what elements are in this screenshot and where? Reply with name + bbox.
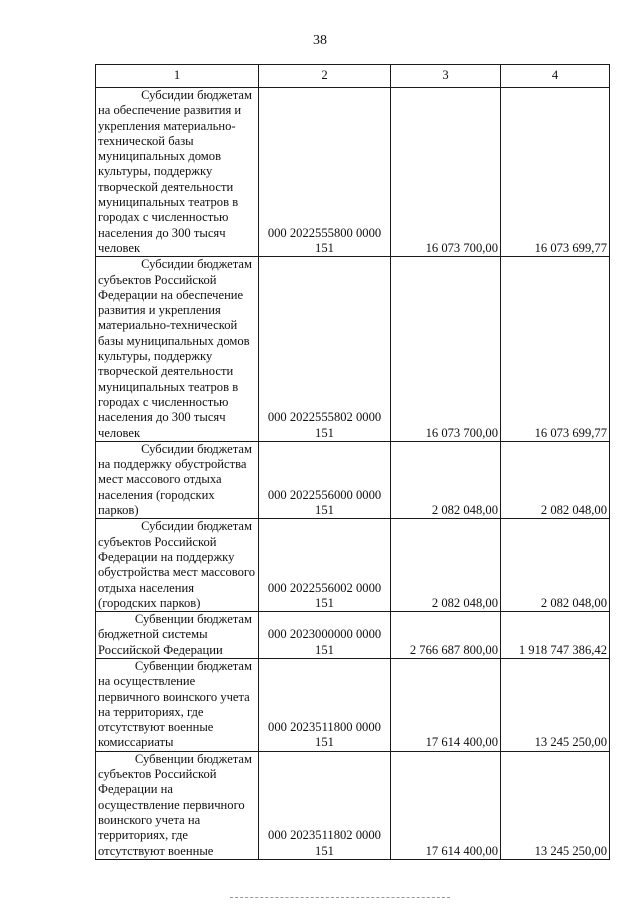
budget-revenue-table	[95, 64, 610, 860]
revenue-name-line: человек	[98, 240, 141, 255]
revenue-name-line: субъектов Российской	[98, 534, 217, 549]
revenue-name-line: первичного воинского учета	[98, 689, 250, 704]
budget-code-line2: 151	[315, 595, 334, 610]
revenue-name-line: Субвенции бюджетам	[134, 658, 252, 673]
budget-code-line1: 000 2023511802 0000	[268, 828, 381, 843]
revenue-name-line: муниципальных театров в	[98, 195, 239, 210]
revenue-name-line: муниципальных театров в	[98, 379, 239, 394]
budget-code-cell	[259, 88, 391, 257]
budget-code-cell	[259, 257, 391, 442]
revenue-name-line: отсутствуют военные	[98, 720, 214, 735]
budget-code-cell	[259, 519, 391, 612]
revenue-name-line: населения до 300 тысяч	[98, 410, 226, 425]
budget-code-line2: 151	[315, 503, 334, 518]
column-header-4: 4	[501, 65, 610, 88]
revenue-name-line: (городских парков)	[98, 595, 201, 610]
budget-code-line2: 151	[315, 843, 334, 858]
revenue-name-line: отсутствуют военные	[98, 843, 214, 858]
budget-code-line2: 151	[315, 735, 334, 750]
revenue-name-line: Субсидии бюджетам	[141, 441, 252, 456]
revenue-name-line: творческой деятельности	[98, 364, 234, 379]
revenue-name-cell	[96, 88, 259, 257]
revenue-name-cell	[96, 519, 259, 612]
column-header-1: 1	[96, 65, 259, 88]
actual-amount-cell: 13 245 250,00	[501, 751, 610, 859]
budget-code-line1: 000 2022555800 0000	[267, 225, 382, 240]
revenue-name-line: субъектов Российской	[98, 272, 217, 287]
revenue-name-line: населения (городских	[98, 487, 215, 502]
table-header-row	[96, 65, 610, 88]
revenue-name-line: на осуществление	[98, 674, 196, 689]
budget-code-cell	[259, 612, 391, 659]
revenue-name-line: на поддержку обустройства	[98, 457, 247, 472]
planned-amount-cell: 2 082 048,00	[391, 441, 501, 518]
revenue-name-cell	[96, 441, 259, 518]
revenue-name-line: творческой деятельности	[98, 179, 234, 194]
planned-amount-cell: 17 614 400,00	[391, 751, 501, 859]
column-header-2: 2	[259, 65, 391, 88]
budget-code-line2: 151	[315, 240, 334, 255]
revenue-name-line: укрепления материально-	[98, 118, 236, 133]
actual-amount-cell: 13 245 250,00	[501, 658, 610, 751]
actual-amount-cell: 2 082 048,00	[501, 441, 610, 518]
actual-amount-cell: 16 073 699,77	[501, 257, 610, 442]
revenue-name-line: развития и укрепления	[98, 303, 221, 318]
table-row	[96, 257, 610, 442]
revenue-name-line: Федерации на обеспечение	[98, 287, 244, 302]
table-row	[96, 519, 610, 612]
revenue-name-line: мест массового отдыха	[98, 472, 222, 487]
revenue-name-line: Субсидии бюджетам	[141, 519, 252, 534]
revenue-name-line: на территориях, где	[98, 704, 204, 719]
revenue-name-line: на обеспечение развития и	[98, 103, 242, 118]
revenue-name-line: Субвенции бюджетам	[134, 612, 252, 627]
revenue-name-line: Субвенции бюджетам	[134, 751, 252, 766]
table-row	[96, 612, 610, 659]
revenue-name-line: материально-технической	[98, 318, 238, 333]
table-row	[96, 751, 610, 859]
budget-code-line2: 151	[315, 425, 334, 440]
planned-amount-cell: 16 073 700,00	[391, 88, 501, 257]
budget-code-line1: 000 2023000000 0000	[267, 627, 382, 642]
revenue-name-line: субъектов Российской	[98, 767, 217, 782]
budget-code-line1: 000 2022556000 0000	[267, 487, 382, 502]
scan-artifact	[230, 897, 450, 900]
revenue-name-line: осуществление первичного	[98, 797, 245, 812]
page-number: 38	[313, 33, 327, 48]
revenue-name-line: отдыха населения	[98, 580, 195, 595]
revenue-name-line: муниципальных домов	[98, 149, 222, 164]
budget-code-cell	[259, 658, 391, 751]
revenue-name-line: Субсидии бюджетам	[141, 88, 252, 102]
budget-code-cell	[259, 751, 391, 859]
revenue-name-line: Российской Федерации	[98, 642, 223, 657]
revenue-name-cell	[96, 751, 259, 859]
revenue-name-line: Федерации на поддержку	[98, 549, 235, 564]
planned-amount-cell: 2 766 687 800,00	[391, 612, 501, 659]
planned-amount-cell: 2 082 048,00	[391, 519, 501, 612]
revenue-name-line: бюджетной системы	[98, 627, 208, 642]
budget-code-line1: 000 2022555802 0000	[267, 410, 382, 425]
revenue-name-cell	[96, 612, 259, 659]
revenue-name-line: парков)	[98, 503, 139, 518]
table-row	[96, 88, 610, 257]
revenue-name-line: городах с численностью	[98, 210, 229, 225]
planned-amount-cell: 17 614 400,00	[391, 658, 501, 751]
revenue-name-line: базы муниципальных домов	[98, 333, 250, 348]
revenue-name-line: населения до 300 тысяч	[98, 225, 226, 240]
budget-code-cell	[259, 441, 391, 518]
revenue-name-line: Субсидии бюджетам	[141, 257, 252, 272]
revenue-name-line: культуры, поддержку	[98, 349, 213, 364]
column-header-3: 3	[391, 65, 501, 88]
revenue-name-cell	[96, 257, 259, 442]
table-row	[96, 441, 610, 518]
planned-amount-cell: 16 073 700,00	[391, 257, 501, 442]
revenue-name-line: городах с численностью	[98, 394, 229, 409]
revenue-name-line: комиссариаты	[98, 735, 174, 750]
revenue-name-line: технической базы	[98, 133, 194, 148]
budget-code-line1: 000 2022556002 0000	[267, 580, 382, 595]
table-row	[96, 658, 610, 751]
revenue-name-line: территориях, где	[98, 828, 189, 843]
budget-code-line2: 151	[315, 642, 334, 657]
actual-amount-cell: 16 073 699,77	[501, 88, 610, 257]
revenue-name-cell	[96, 658, 259, 751]
actual-amount-cell: 1 918 747 386,42	[501, 612, 610, 659]
actual-amount-cell: 2 082 048,00	[501, 519, 610, 612]
budget-code-line1: 000 2023511800 0000	[268, 720, 381, 735]
revenue-name-line: культуры, поддержку	[98, 164, 213, 179]
revenue-name-line: Федерации на	[98, 782, 173, 797]
revenue-name-line: воинского учета на	[98, 812, 201, 827]
revenue-name-line: человек	[98, 425, 141, 440]
revenue-name-line: обустройства мест массового	[98, 565, 256, 580]
